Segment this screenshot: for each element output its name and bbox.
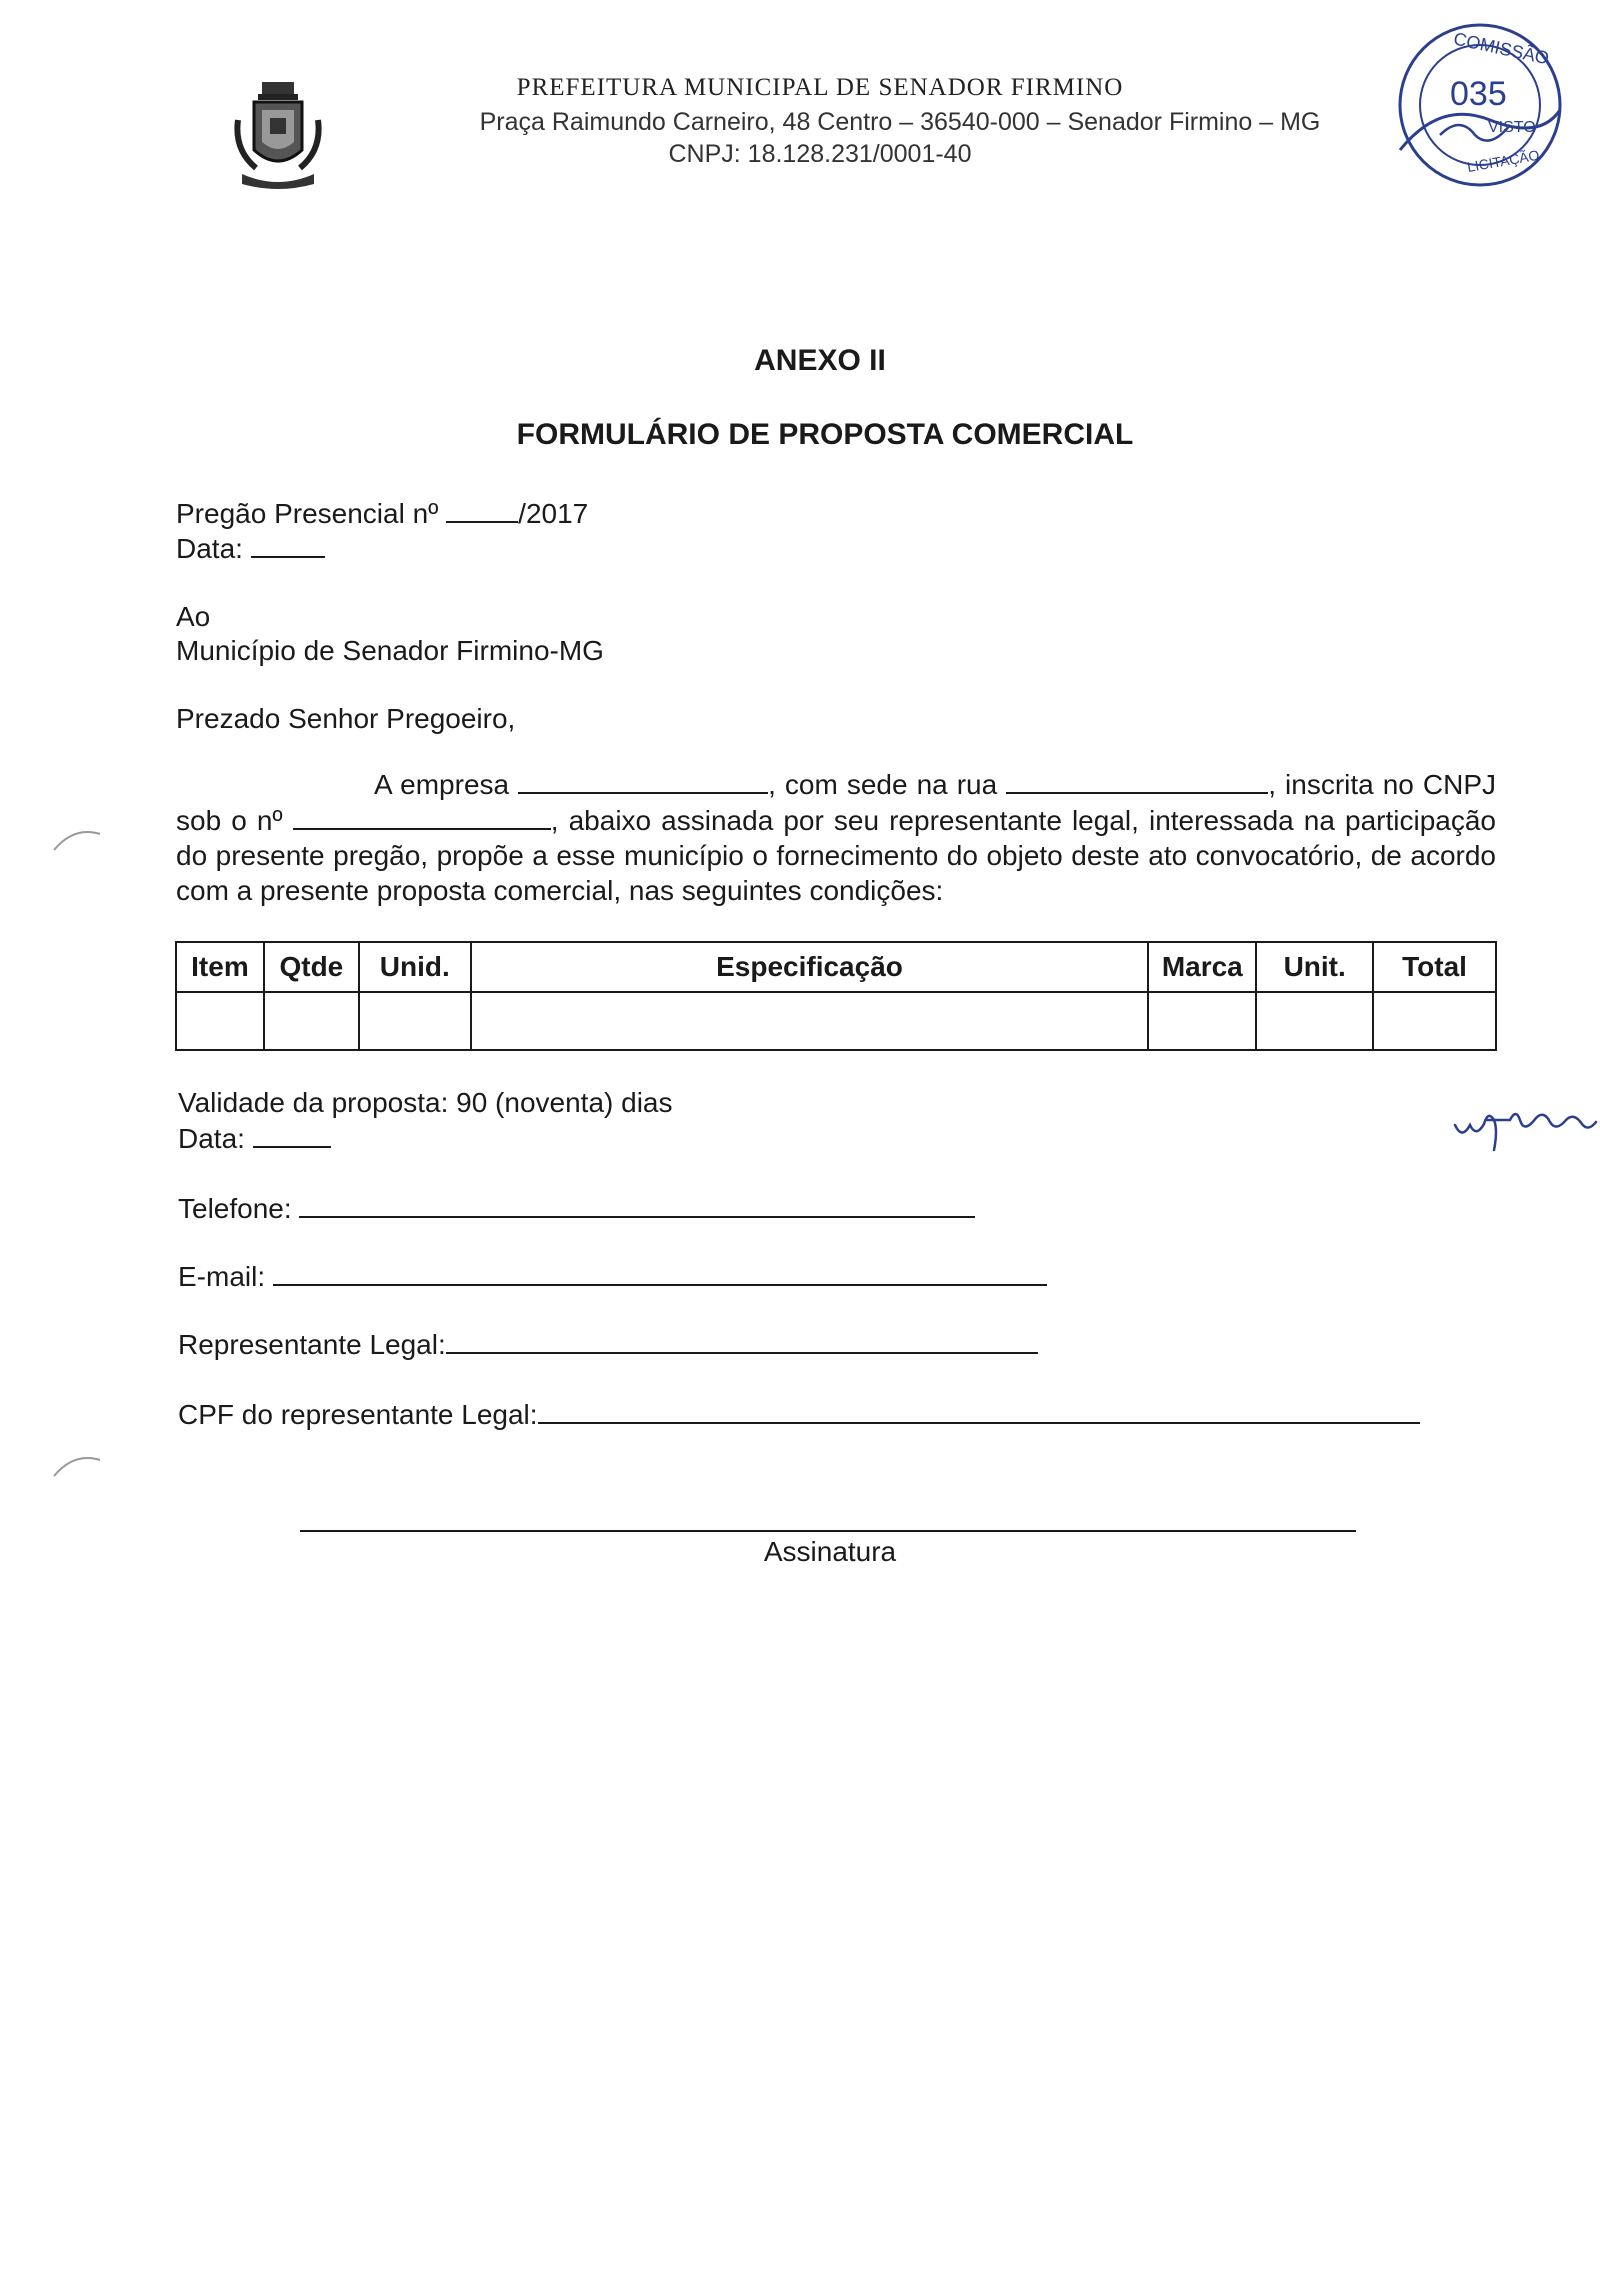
proposal-paragraph — [176, 766, 1496, 908]
punch-hole-mark-icon — [50, 1450, 110, 1480]
cpf-label: CPF do representante Legal: — [178, 1399, 538, 1430]
email-label: E-mail: — [178, 1261, 266, 1292]
commission-stamp-icon — [1380, 10, 1580, 190]
data-line — [176, 530, 325, 566]
pregao-year: /2017 — [518, 498, 589, 529]
email-line — [178, 1258, 1047, 1294]
col-header-unit: Unit. — [1256, 942, 1373, 992]
representante-blank[interactable] — [446, 1326, 1038, 1354]
pregao-number-blank[interactable] — [446, 495, 518, 523]
svg-text:LICITAÇÃO: LICITAÇÃO — [1465, 146, 1541, 176]
col-header-item: Item — [176, 942, 264, 992]
svg-text:VISTO: VISTO — [1488, 119, 1536, 136]
header-address: Praça Raimundo Carneiro, 48 Centro – 36540-000 – Senador Firmino – MG — [479, 108, 1321, 136]
annex-title: ANEXO II — [754, 344, 886, 377]
address-entity: Município de Senador Firmino-MG — [176, 635, 604, 666]
signature-line[interactable] — [300, 1530, 1356, 1532]
representante-line — [178, 1326, 1038, 1362]
company-name-blank[interactable] — [518, 766, 768, 794]
cnpj-blank[interactable] — [293, 802, 551, 830]
body-part-4: , abaixo assinada por seu representante legal, interessada na participação do presente pregão, propõe a esse município o fornecimento do objeto deste ato convocatório, de acordo com a presente proposta comercial, nas seguintes condições: — [176, 805, 1496, 906]
cell-qtde[interactable] — [264, 992, 359, 1050]
date-blank-2[interactable] — [253, 1120, 331, 1148]
body-part-1: A empresa — [374, 769, 510, 800]
col-header-especificacao: Especificação — [471, 942, 1149, 992]
data-label-2: Data: — [178, 1123, 245, 1154]
table-header-row — [176, 942, 1496, 992]
proposal-items-table — [175, 941, 1497, 1051]
pregao-label: Pregão Presencial nº — [176, 498, 439, 529]
signature-label: Assinatura — [763, 1536, 897, 1567]
svg-text:035: 035 — [1450, 75, 1507, 113]
street-blank[interactable] — [1006, 766, 1268, 794]
data-line-2 — [178, 1120, 331, 1156]
telefone-line — [178, 1190, 975, 1226]
email-blank[interactable] — [273, 1258, 1047, 1286]
punch-hole-mark-icon — [50, 824, 110, 854]
cpf-blank[interactable] — [538, 1396, 1420, 1424]
cell-marca[interactable] — [1148, 992, 1256, 1050]
municipal-coat-of-arms-icon — [232, 80, 324, 192]
cell-item[interactable] — [176, 992, 264, 1050]
col-header-total: Total — [1373, 942, 1496, 992]
svg-text:COMISSÃO: COMISSÃO — [1451, 28, 1551, 69]
cell-especificacao[interactable] — [471, 992, 1149, 1050]
col-header-marca: Marca — [1148, 942, 1256, 992]
representante-label: Representante Legal: — [178, 1329, 446, 1360]
greeting: Prezado Senhor Pregoeiro, — [176, 703, 516, 734]
col-header-unid: Unid. — [359, 942, 471, 992]
cpf-line — [178, 1396, 1420, 1432]
body-part-2: , com sede na rua — [768, 769, 998, 800]
telefone-blank[interactable] — [299, 1190, 975, 1218]
telefone-label: Telefone: — [178, 1193, 292, 1224]
data-label: Data: — [176, 533, 243, 564]
cell-unit[interactable] — [1256, 992, 1373, 1050]
handwritten-initials-icon — [1450, 1090, 1600, 1170]
header-title: PREFEITURA MUNICIPAL DE SENADOR FIRMINO — [516, 74, 1124, 101]
header-cnpj: CNPJ: 18.128.231/0001-40 — [668, 140, 972, 168]
table-row — [176, 992, 1496, 1050]
validity-text: Validade da proposta: 90 (noventa) dias — [178, 1087, 673, 1118]
date-blank[interactable] — [251, 530, 325, 558]
pregao-line — [176, 495, 588, 531]
address-to: Ao — [176, 601, 211, 632]
form-title: FORMULÁRIO DE PROPOSTA COMERCIAL — [516, 418, 1134, 451]
body-part-3: , inscrita no CNPJ sob o nº — [176, 769, 1497, 836]
cell-unid[interactable] — [359, 992, 471, 1050]
col-header-qtde: Qtde — [264, 942, 359, 992]
cell-total[interactable] — [1373, 992, 1496, 1050]
